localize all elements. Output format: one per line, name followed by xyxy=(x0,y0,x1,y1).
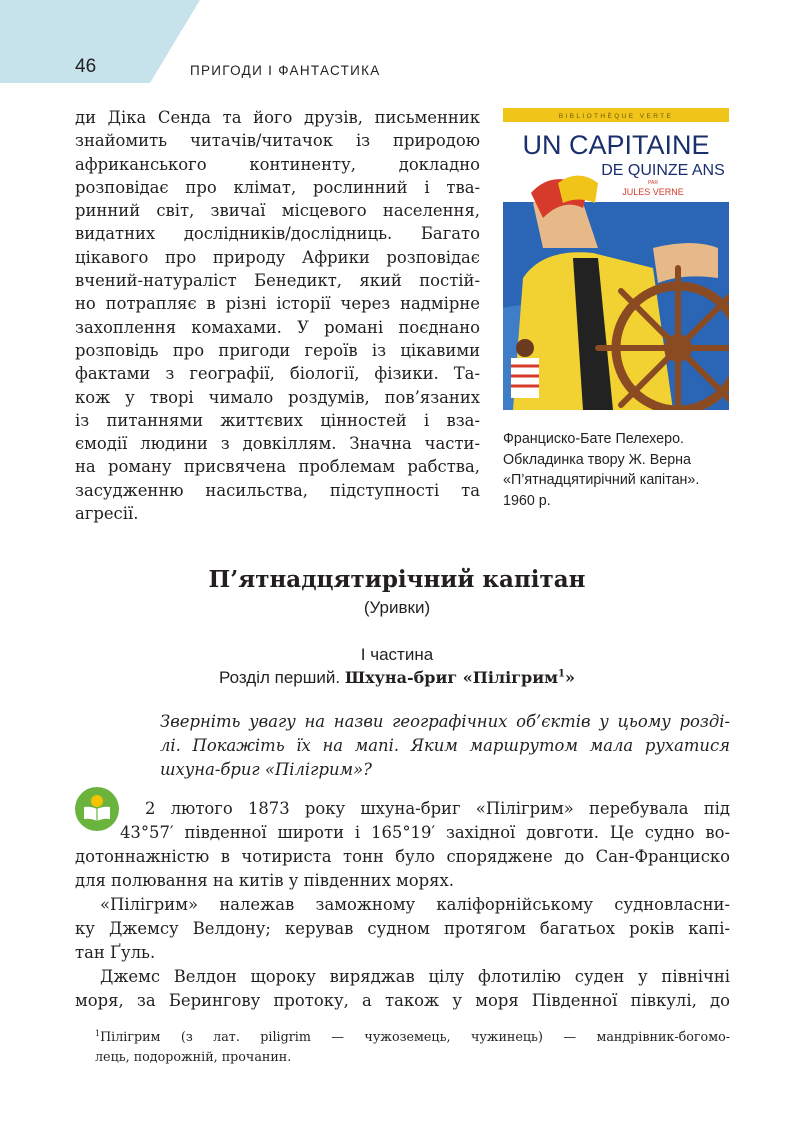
text-line: 2 лютого 1873 року шхуна-бриг «Пілігрим» перебувала під xyxy=(145,799,730,818)
text-line: знайомить читачів/читачок із природою xyxy=(75,131,480,151)
text-line: видатних дослідників/дослідниць. Багато xyxy=(75,224,480,244)
chapter-name xyxy=(345,668,575,687)
book-cover-illustration xyxy=(503,108,729,410)
text-line: на роману присвячена проблемам рабства, xyxy=(75,457,480,477)
story-text xyxy=(75,797,730,1013)
cover-caption xyxy=(503,429,743,511)
running-head: ПРИГОДИ І ФАНТАСТИКА xyxy=(190,63,381,78)
text-line: «Пілігрим» належав заможному каліфорнійському судновласни- xyxy=(100,895,730,914)
text-line: ди Діка Сенда та його друзів, письменник xyxy=(75,108,480,127)
text-line: кож у творі чимало роздумів, пов’язаних xyxy=(75,387,480,407)
text-line: агресії. xyxy=(75,504,139,524)
cover-title-line1: UN CAPITAINE xyxy=(522,130,710,160)
text-line: ємодії людини з довкіллям. Значна части- xyxy=(75,434,480,454)
text-line: дотоннажністю в чотириста тонн було споряджене до Сан-Франциско xyxy=(75,847,730,866)
text-line: 43°57′ південної широти і 165°19′ західної довготи. Це судно во- xyxy=(120,823,730,842)
chapter-name-close: » xyxy=(564,668,575,687)
intro-paragraph xyxy=(75,106,480,525)
footnote-line xyxy=(95,1024,730,1047)
caption-line: Обкладинка твору Ж. Верна xyxy=(503,451,692,468)
caption-line: «П’ятнадцятирічний капітан». xyxy=(503,472,700,488)
text-line: Джемс Велдон щороку виряджав цілу флотилію суден у північні xyxy=(100,967,730,986)
text-line: розповідь про пригоди героїв із цікавими xyxy=(75,340,480,360)
footnote-mark: 1 xyxy=(558,668,565,680)
caption-line: 1960 р. xyxy=(503,492,551,509)
text-line: африканського континенту, докладно xyxy=(75,154,480,174)
work-title: П’ятнадцятирічний капітан xyxy=(208,566,586,593)
text-line: розповідає про клімат, рослинний і тва- xyxy=(75,177,480,197)
text-line: для полювання на китів у південних морях. xyxy=(75,871,454,890)
text-line: но потрапляє в різні історії через надмірне xyxy=(75,294,480,314)
chapter-name-text: Шхуна-бриг «Пілігрим xyxy=(344,668,559,687)
page-number: 46 xyxy=(75,56,97,77)
chapter-prefix: Розділ перший. xyxy=(219,668,345,687)
text-line: засудженню насильства, підступності та xyxy=(75,480,480,500)
text-line: фактами з географії, біології, фізики. Та- xyxy=(75,364,480,384)
part-heading: І частина xyxy=(360,645,434,664)
task-line: лі. Покажіть їх на мапі. Яким маршрутом мала рухатися xyxy=(160,736,730,755)
text-line: із питаннями життєвих цінностей і вза- xyxy=(75,410,480,430)
chapter-heading xyxy=(0,668,794,688)
book-cover-image xyxy=(503,108,729,410)
footnote-line: лець, подорожній, прочанин. xyxy=(95,1049,292,1065)
text-line: ринний світ, звичаї місцевого населення, xyxy=(75,201,480,221)
cover-author: JULES VERNE xyxy=(622,187,684,197)
text-line: вчений-натураліст Бенедикт, який постій- xyxy=(75,271,480,291)
footnote-number: 1 xyxy=(95,1029,101,1038)
cover-par: PAR xyxy=(648,180,658,186)
footnote-text: Пілігрим (з лат. piligrim — чужоземець, чужинець) — мандрівник-богомо- xyxy=(100,1029,730,1045)
caption-line: Франциско-Бате Пелехеро. xyxy=(503,431,684,447)
header-tab-shape xyxy=(0,0,200,83)
task-line: шхуна-бриг «Пілігрим»? xyxy=(160,760,372,779)
task-line: Зверніть увагу на назви географічних об’єктів у цьому розді- xyxy=(160,712,730,731)
text-line: захоплення комахами. У романі поєднано xyxy=(75,317,480,337)
text-line: моря, за Берингову протоку, а також у моря Південної півкулі, до xyxy=(75,991,730,1010)
text-line: ку Джемсу Велдону; керував судном протягом багатьох років капі- xyxy=(75,919,730,938)
cover-title-line2: DE QUINZE ANS xyxy=(601,162,725,179)
text-line: цікавого про природу Африки розповідає xyxy=(75,247,480,267)
work-subtitle: (Уривки) xyxy=(363,598,431,617)
task-instructions xyxy=(160,710,730,782)
footnote xyxy=(95,1024,730,1067)
cover-series: BIBLIOTHÈQUE VERTE xyxy=(558,113,674,120)
text-line: тан Ґуль. xyxy=(75,943,156,962)
